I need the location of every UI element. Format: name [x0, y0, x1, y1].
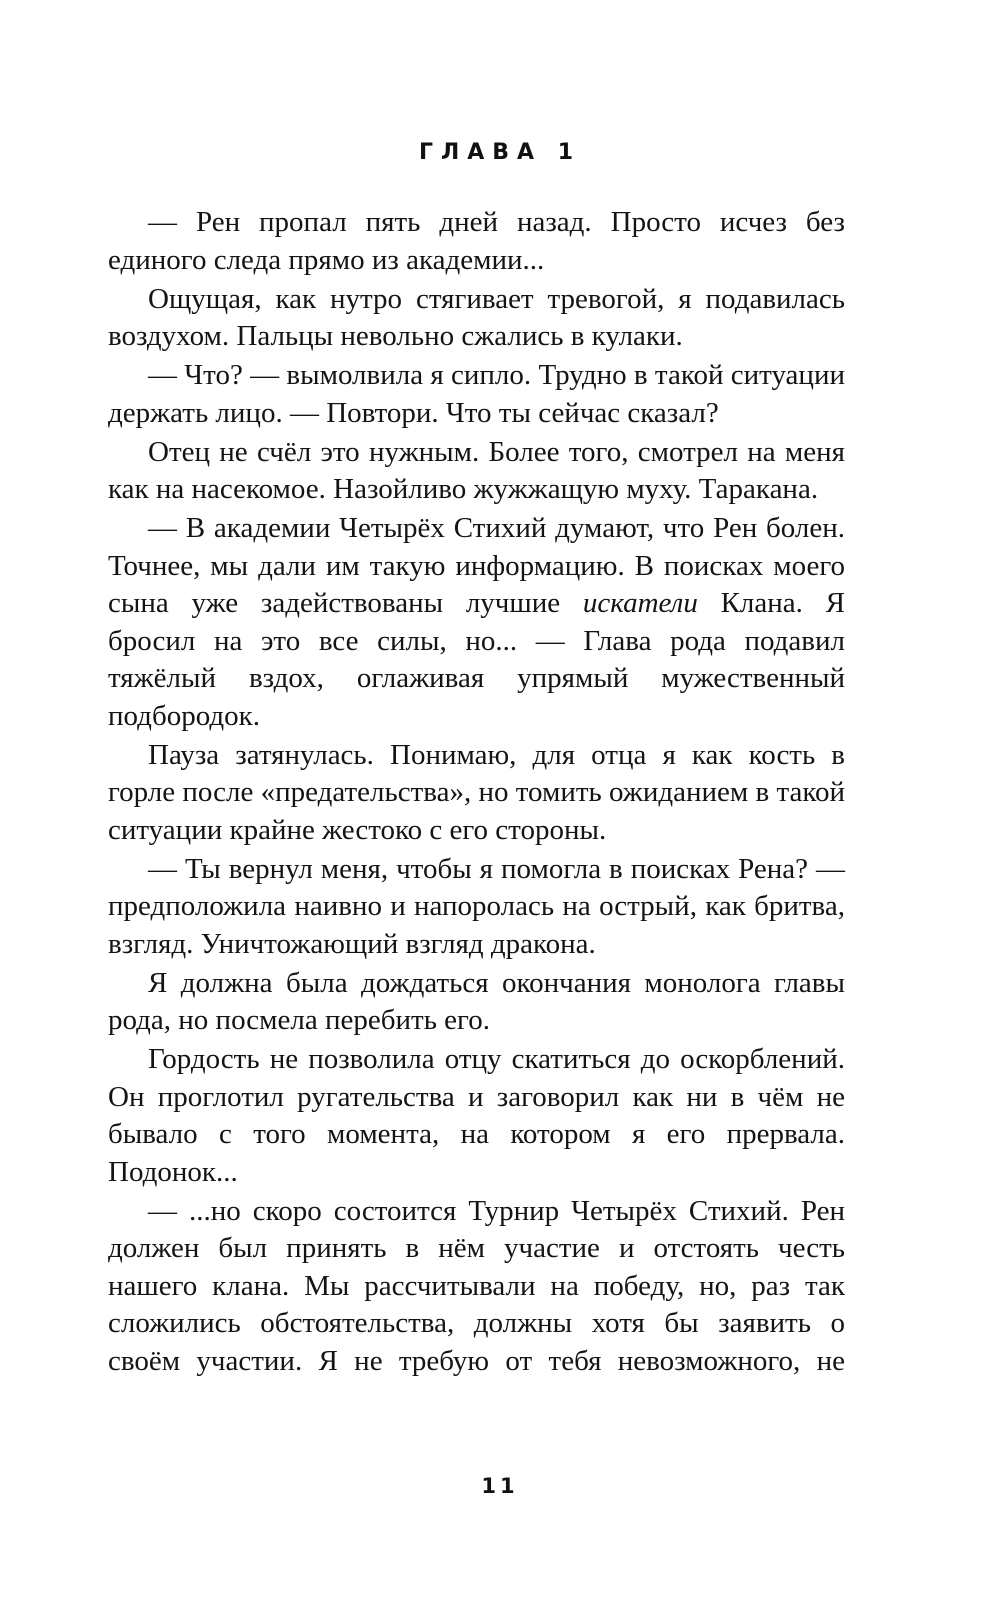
paragraph-text: — В академии Четырёх Стихий думают, что Рен болен. Точнее, мы дали им такую информацию. В поисках моего сына уже задействованы лучшие — [108, 512, 845, 619]
paragraph: — Что? — вымолвила я сипло. Трудно в такой ситуации держать лицо. — Повтори. Что ты сейчас сказал? — [108, 359, 845, 429]
paragraph: — Рен пропал пять дней назад. Просто исчез без единого следа прямо из академии... — [108, 206, 845, 276]
paragraph-text: Клана. Я бросил на это все силы, но... — Глава рода подавил тяжёлый вздох, оглаживая упрямый мужественный подбородок. — [108, 587, 845, 732]
page-number: 11 — [481, 1474, 519, 1498]
paragraph — [108, 510, 845, 735]
paragraph: Гордость не позволила отцу скатиться до оскорблений. Он проглотил ругательства и заговорил как ни в чём не бывало с того момента, на котором я его прервала. Подонок... — [108, 1043, 845, 1188]
paragraph: Ощущая, как нутро стягивает тревогой, я подавилась воздухом. Пальцы невольно сжались в кулаки. — [108, 282, 845, 352]
chapter-heading: ГЛАВА 1 — [418, 140, 582, 165]
emphasis-word: искатели — [582, 587, 698, 619]
paragraph: — ...но скоро состоится Турнир Четырёх Стихий. Рен должен был принять в нём участие и отстоять честь нашего клана. Мы рассчитывали на победу, но, раз так сложились обстоятельства, должны хотя бы заявить о своём участии. Я не требую от тебя невозможного, не — [108, 1194, 845, 1377]
body-text — [108, 204, 845, 1380]
paragraph: Отец не счёл это нужным. Более того, смотрел на меня как на насекомое. Назойливо жужжащую муху. Таракана. — [108, 435, 845, 505]
paragraph: Я должна была дождаться окончания монолога главы рода, но посмела перебить его. — [108, 966, 845, 1036]
paragraph: Пауза затянулась. Понимаю, для отца я как кость в горле после «предательства», но томить ожиданием в такой ситуации крайне жестоко с его стороны. — [108, 738, 845, 846]
paragraph: — Ты вернул меня, чтобы я помогла в поисках Рена? — предположила наивно и напоролась на острый, как бритва, взгляд. Уничтожающий взгляд дракона. — [108, 852, 845, 960]
